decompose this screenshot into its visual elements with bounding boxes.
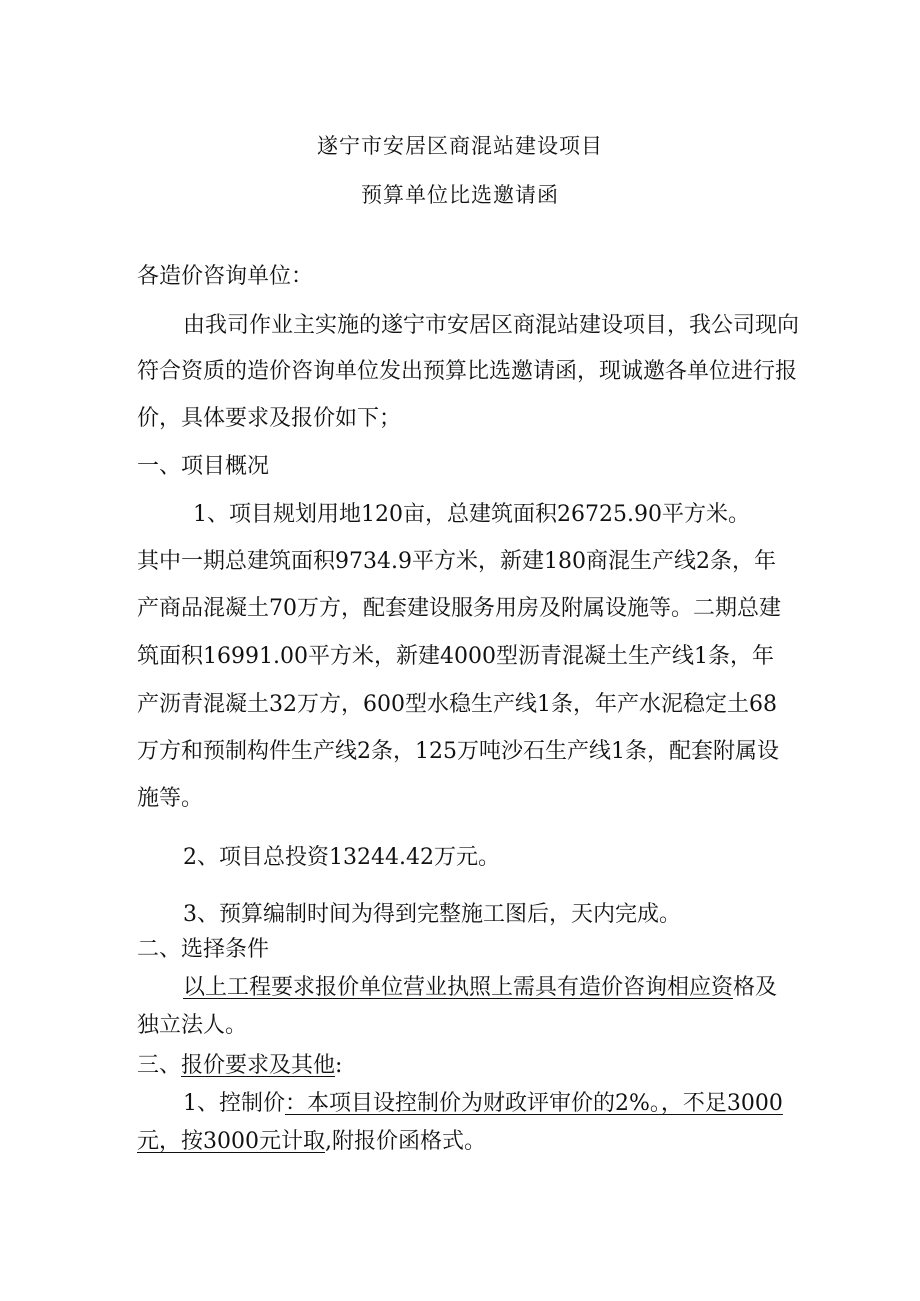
intro-line-3: 价，具体要求及报价如下； [137, 406, 402, 431]
document-subtitle: 预算单位比选邀请函 [361, 183, 559, 207]
section-3-item-1-line-2 [137, 1127, 486, 1157]
section-3-heading-suffix: : [335, 1053, 343, 1078]
section-3-heading [137, 1051, 342, 1081]
section-3-item-1-line-1 [183, 1089, 783, 1119]
section-2-line-1 [183, 973, 777, 1003]
section-1-item-1-line-2: 其中一期总建筑面积9734.9平方米，新建180商混生产线2条，年 [137, 549, 776, 574]
section-1-item-1-line-4: 筑面积16991.00平方米，新建4000型沥青混凝土生产线1条，年 [137, 644, 774, 669]
section-1-item-2: 2、项目总投资13244.42万元。 [183, 845, 500, 870]
section-3-item-1-prefix: 1、控制价 [183, 1091, 285, 1116]
section-3-heading-underlined: 报价要求及其他 [181, 1053, 336, 1078]
intro-line-2: 符合资质的造价咨询单位发出预算比选邀请函，现诚邀各单位进行报 [137, 359, 798, 384]
section-3-item-1-line-2-underlined: 元，按3000元计取 [137, 1129, 325, 1154]
intro-line-1: 由我司作业主实施的遂宁市安居区商混站建设项目，我公司现向 [183, 313, 800, 338]
section-1-heading: 一、项目概况 [137, 454, 270, 479]
section-1-item-1-line-3: 产商品混凝土70万方，配套建设服务用房及附属设施等。二期总建 [137, 596, 781, 621]
section-2-heading: 二、选择条件 [137, 937, 270, 962]
document-title: 遂宁市安居区商混站建设项目 [317, 134, 603, 158]
section-1-item-1-line-1: 1、项目规划用地120亩，总建筑面积26725.90平方米。 [193, 502, 750, 527]
salutation: 各造价咨询单位： [137, 264, 314, 289]
section-1-item-1-line-7: 施等。 [137, 786, 204, 811]
section-3-heading-prefix: 三、 [137, 1053, 182, 1078]
section-2-line-2: 独立法人。 [137, 1013, 248, 1038]
section-2-line-1-rest: 格及 [733, 975, 778, 1000]
section-1-item-3: 3、预算编制时间为得到完整施工图后，天内完成。 [183, 902, 681, 927]
section-2-line-1-underlined: 以上工程要求报价单位营业执照上需具有造价咨询相应资 [183, 975, 734, 1000]
section-3-item-1-line-2-rest: ,附报价函格式。 [325, 1129, 486, 1154]
section-1-item-1-line-6: 万方和预制构件生产线2条，125万吨沙石生产线1条，配套附属设 [137, 739, 779, 764]
section-3-item-1-underlined: ：本项目设控制价为财政评审价的2%。，不足3000 [285, 1091, 783, 1116]
section-1-item-1-line-5: 产沥青混凝土32万方，600型水稳生产线1条，年产水泥稳定土68 [137, 692, 777, 717]
